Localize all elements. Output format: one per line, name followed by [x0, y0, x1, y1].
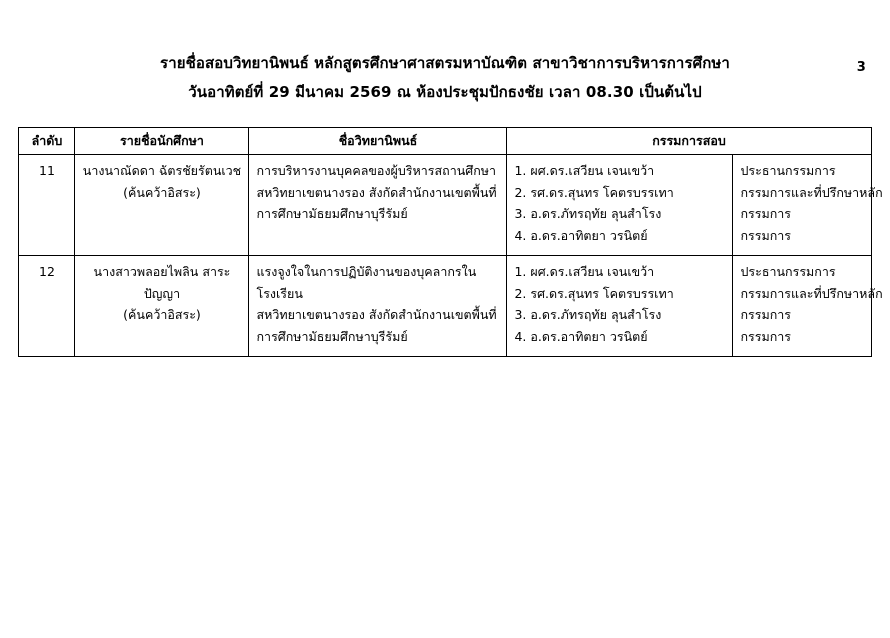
committee-role: กรรมการและที่ปรึกษาหลัก [740, 285, 883, 301]
document-page [0, 52, 890, 638]
committee-member: 4. อ.ดร.อาทิตยา วรนิตย์ [514, 328, 648, 344]
thesis-line: แรงจูงใจในการปฏิบัติงานของบุคลากรในโรงเรียน [256, 264, 477, 301]
column-header-order: ลำดับ [19, 127, 75, 155]
student-name: นางนาณัดดา ฉัตรชัยรัตนเวช [82, 163, 242, 178]
cell-order: 11 [19, 155, 75, 256]
committee-member: 3. อ.ดร.ภัทรฤทัย ลุนสำโรง [514, 206, 662, 221]
committee-member: 2. รศ.ดร.สุนทร โคตรบรรเทา [514, 285, 674, 301]
page-number: 3 [856, 60, 866, 75]
committee-member: 4. อ.ดร.อาทิตยา วรนิตย์ [514, 227, 648, 243]
cell-committee-roles [733, 256, 883, 357]
committee-member: 1. ผศ.ดร.เสวียน เจนเขว้า [514, 264, 655, 279]
table-row [19, 155, 871, 256]
committee-role: กรรมการ [740, 328, 792, 344]
thesis-line: การศึกษามัธยมศึกษาบุรีรัมย์ [256, 206, 408, 221]
student-name: นางสาวพลอยไพลิน สาระปัญญา [93, 264, 231, 301]
cell-committee-members [507, 256, 733, 357]
thesis-line: สหวิทยาเขตนางรอง สังกัดสำนักงานเขตพื้นที่ [256, 307, 497, 322]
cell-student [75, 155, 249, 256]
page-subtitle: วันอาทิตย์ที่ 29 มีนาคม 2569 ณ ห้องประชุมปักธงชัย เวลา 08.30 เป็นต้นไป [188, 83, 702, 102]
column-header-committee: กรรมการสอบ [507, 127, 871, 155]
committee-role: กรรมการและที่ปรึกษาหลัก [740, 184, 883, 200]
column-header-student: รายชื่อนักศึกษา [75, 127, 249, 155]
committee-role: กรรมการ [740, 206, 792, 221]
cell-thesis-title [249, 155, 507, 256]
column-header-thesis: ชื่อวิทยานิพนธ์ [249, 127, 507, 155]
page-title: รายชื่อสอบวิทยานิพนธ์ หลักสูตรศึกษาศาสตรมหาบัณฑิต สาขาวิชาการบริหารการศึกษา [160, 54, 730, 72]
committee-member: 2. รศ.ดร.สุนทร โคตรบรรเทา [514, 184, 674, 200]
committee-member: 3. อ.ดร.ภัทรฤทัย ลุนสำโรง [514, 307, 662, 322]
thesis-line: การศึกษามัธยมศึกษาบุรีรัมย์ [256, 328, 408, 344]
thesis-schedule-table [18, 127, 883, 358]
cell-committee-roles [733, 155, 883, 256]
committee-role: ประธานกรรมการ [740, 163, 836, 178]
table-row [19, 256, 871, 357]
committee-role: ประธานกรรมการ [740, 264, 836, 279]
table-header-row [19, 127, 871, 155]
committee-role: กรรมการ [740, 307, 792, 322]
committee-member: 1. ผศ.ดร.เสวียน เจนเขว้า [514, 163, 655, 178]
student-study-type: (ค้นคว้าอิสระ) [123, 307, 201, 322]
cell-thesis-title [249, 256, 507, 357]
thesis-line: สหวิทยาเขตนางรอง สังกัดสำนักงานเขตพื้นที่ [256, 184, 497, 200]
thesis-line: การบริหารงานบุคคลของผู้บริหารสถานศึกษา [256, 163, 497, 178]
cell-order: 12 [19, 256, 75, 357]
committee-role: กรรมการ [740, 227, 792, 243]
student-study-type: (ค้นคว้าอิสระ) [123, 184, 201, 200]
cell-committee-members [507, 155, 733, 256]
cell-student [75, 256, 249, 357]
